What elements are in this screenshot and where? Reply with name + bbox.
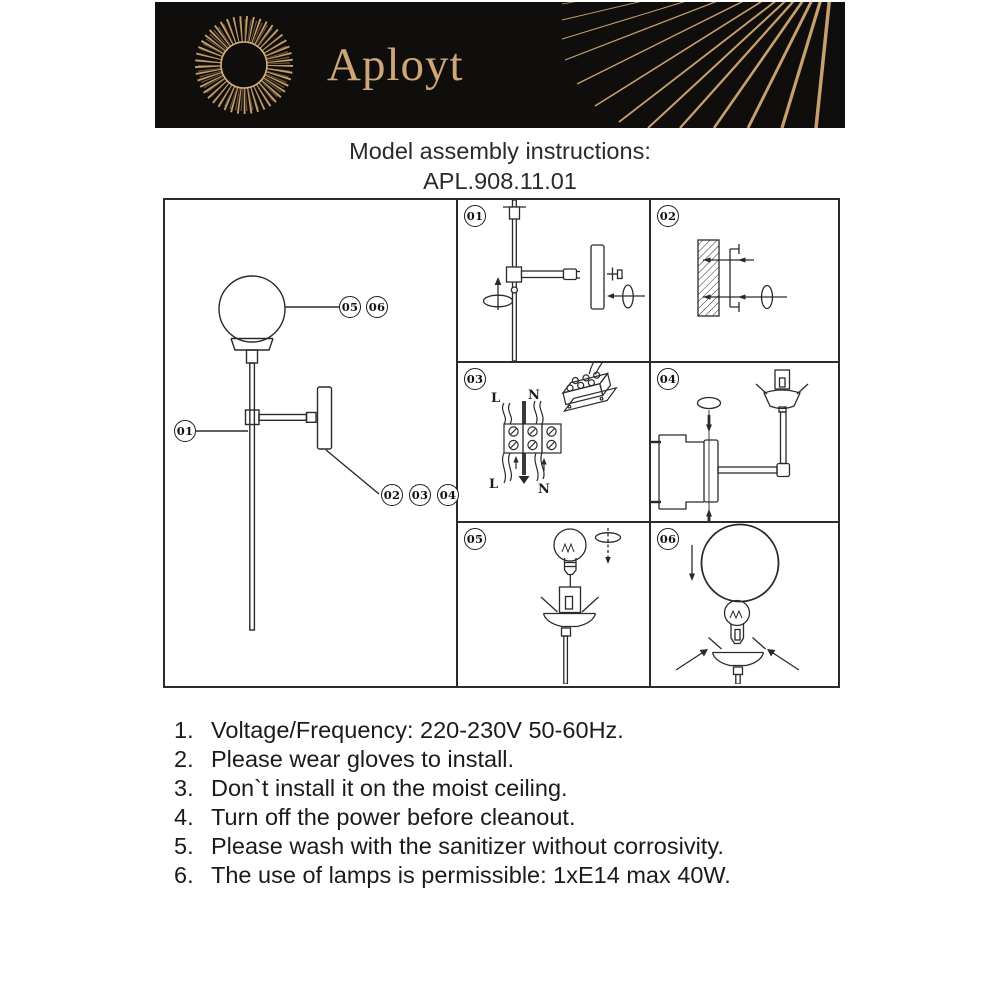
list-item: 5. Please wash with the sanitizer without corrosivity.: [174, 833, 724, 859]
wire-label-top-n: N: [528, 388, 540, 403]
instruction-list: [174, 716, 854, 890]
callout-03-badge: 03: [409, 484, 431, 506]
assembly-figure: [163, 198, 840, 688]
callout-04-badge: 04: [437, 484, 459, 506]
panel-step-03: [458, 363, 651, 523]
wire-label-bottom-n: N: [538, 482, 550, 497]
panel-step-04: [651, 363, 838, 523]
step-06-badge: 06: [657, 528, 679, 550]
panel-step-02: [651, 200, 838, 363]
callout-06-badge: 06: [366, 296, 388, 318]
panel-step-06: [651, 523, 838, 686]
model-code: APL.908.11.01: [423, 168, 577, 194]
brand-banner: [155, 2, 845, 128]
list-item: 3. Don`t install it on the moist ceiling.: [174, 775, 568, 801]
panel-step-01: [458, 200, 651, 363]
step-05-badge: 05: [464, 528, 486, 550]
panel-main-lamp-drawing: [165, 200, 458, 686]
step-01-badge: 01: [464, 205, 486, 227]
title-line1: Model assembly instructions:: [349, 138, 651, 164]
callout-01-badge: 01: [174, 420, 196, 442]
callout-02-badge: 02: [381, 484, 403, 506]
list-item: 1. Voltage/Frequency: 220-230V 50-60Hz.: [174, 717, 624, 743]
list-item: 4. Turn off the power before cleanout.: [174, 804, 576, 830]
callout-05-badge: 05: [339, 296, 361, 318]
list-item: 2. Please wear gloves to install.: [174, 746, 515, 772]
page-title: [0, 136, 1000, 196]
wire-label-bottom-l: L: [489, 477, 499, 492]
starburst-logo-icon: [187, 8, 301, 122]
step-03-badge: 03: [464, 368, 486, 390]
panel-step-05: [458, 523, 651, 686]
brand-name: Aployt: [327, 39, 464, 91]
step-04-badge: 04: [657, 368, 679, 390]
list-item: 6. The use of lamps is permissible: 1xE14 max 40W.: [174, 862, 731, 888]
step-02-badge: 02: [657, 205, 679, 227]
decorative-rays-icon: [562, 2, 845, 128]
wire-label-top-l: L: [491, 391, 501, 406]
